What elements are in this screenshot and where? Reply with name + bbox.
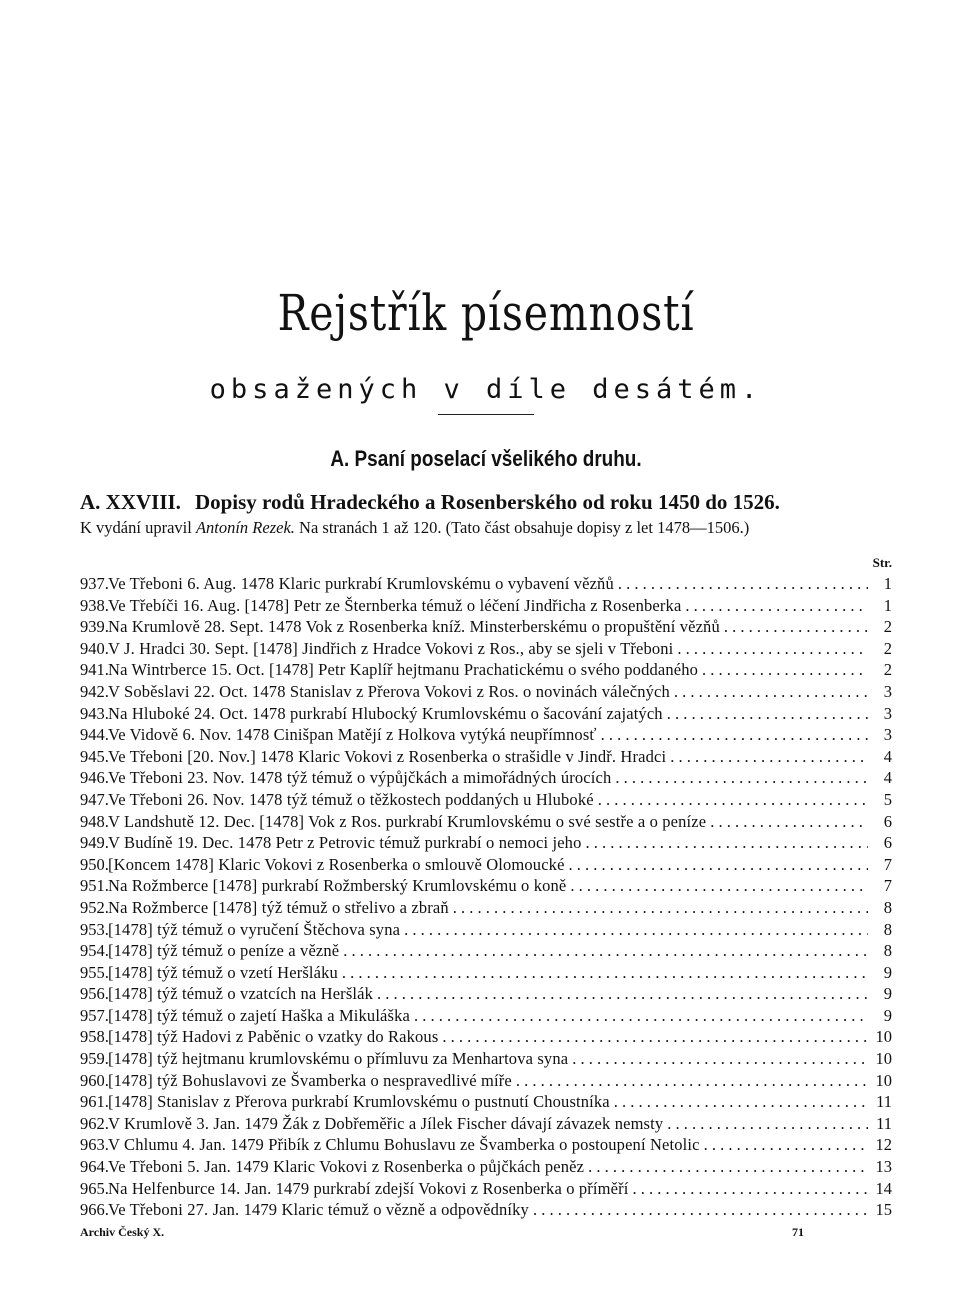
entry-number: 945.	[80, 746, 109, 766]
dot-leader	[681, 596, 868, 616]
dot-leader	[610, 1092, 868, 1112]
dot-leader	[338, 963, 868, 983]
entry-number: 938.	[80, 595, 109, 615]
document-page	[80, 0, 892, 1295]
entry-page: 3	[883, 725, 892, 745]
entry-page: 14	[875, 1178, 892, 1198]
entry-text: Ve Třeboni [20. Nov.] 1478 Klaric Vokovi z Rosenberka o strašidle v Jindř. Hradci	[108, 746, 667, 766]
list-item	[80, 1179, 892, 1201]
dot-leader	[568, 1049, 868, 1069]
entry-text: V Landshutě 12. Dec. [1478] Vok z Ros. purkrabí Krumlovskému o své sestře a o peníze	[108, 811, 707, 831]
page-title: Rejstřík písemností	[277, 284, 695, 342]
entry-text: [1478] týž témuž o vzatcích na Heršlák	[108, 984, 374, 1004]
entry-text: V Krumlově 3. Jan. 1479 Žák z Dobřeměřic a Jílek Fischer dávají závazek nemsty	[108, 1113, 664, 1133]
entry-page: 10	[875, 1049, 892, 1069]
entry-page: 2	[883, 660, 892, 680]
entry-page: 1	[883, 574, 892, 593]
list-item	[80, 747, 892, 769]
entry-text: V Chlumu 4. Jan. 1479 Přibík z Chlumu Bohuslavu ze Švamberka o postoupení Netolic	[108, 1135, 700, 1155]
entry-number: 960.	[80, 1070, 109, 1090]
entry-page: 1	[883, 595, 892, 615]
edition-prefix: K vydání upravil	[80, 518, 192, 537]
entry-text: Na Rožmberce [1478] týž témuž o střelivo a zbraň	[108, 897, 449, 917]
footer-source: Archiv Český X.	[80, 1225, 165, 1239]
list-item	[80, 768, 892, 790]
entry-number: 944.	[80, 725, 109, 745]
entry-number: 952.	[80, 897, 109, 917]
dot-leader	[373, 984, 868, 1004]
divider	[438, 414, 534, 415]
list-item	[80, 833, 892, 855]
entry-page: 12	[875, 1135, 892, 1155]
entry-page: 11	[876, 1113, 892, 1133]
entry-text: Na Wintrberce 15. Oct. [1478] Petr Kaplíř hejtmanu Prachatickému o svého poddaného	[108, 660, 699, 680]
series-number: A. XXVIII.	[80, 490, 181, 514]
edition-editor: Antonín Rezek.	[195, 518, 295, 537]
entry-page: 3	[883, 681, 892, 701]
dot-leader	[663, 1114, 868, 1134]
entry-text: [1478] týž Hadovi z Paběnic o vzatky do Rakous	[108, 1027, 439, 1047]
footer-page-number: 71	[792, 1225, 804, 1239]
entry-page: 7	[883, 876, 892, 896]
entry-text: Ve Třeboni 5. Jan. 1479 Klaric Vokovi z Rosenberka o půjčkách peněz	[108, 1157, 585, 1177]
entry-text: Na Rožmberce [1478] purkrabí Rožmberský Krumlovskému o koně	[108, 876, 567, 896]
list-item	[80, 596, 892, 618]
dot-leader	[594, 790, 868, 810]
dot-leader	[512, 1071, 868, 1091]
entry-text: Na Helfenburce 14. Jan. 1479 purkrabí zdejší Vokovi z Rosenberka o příměří	[108, 1178, 629, 1198]
entry-page: 10	[875, 1070, 892, 1090]
dot-leader	[628, 1179, 868, 1199]
entry-number: 951.	[80, 876, 109, 896]
entry-number: 939.	[80, 617, 109, 637]
dot-leader	[673, 639, 868, 659]
list-item	[80, 1157, 892, 1179]
entry-number: 954.	[80, 941, 109, 961]
list-item	[80, 941, 892, 963]
dot-leader	[698, 660, 868, 680]
entry-number: 964.	[80, 1157, 109, 1177]
entry-text: [1478] týž témuž o zajetí Haška a Mikuláška	[108, 1005, 410, 1025]
page-subtitle: obsažených v díle desátém.	[209, 374, 763, 405]
entry-text: Ve Třeboni 26. Nov. 1478 týž témuž o těžkostech poddaných u Hluboké	[108, 789, 594, 809]
series-heading	[80, 490, 892, 515]
edition-note	[80, 518, 892, 538]
dot-leader	[438, 1027, 868, 1047]
entry-page: 6	[883, 811, 892, 831]
list-item	[80, 876, 892, 898]
list-item	[80, 963, 892, 985]
entry-page: 7	[883, 854, 892, 874]
entry-text: Ve Vidově 6. Nov. 1478 Cinišpan Matějí z Holkova vytýká neupřímnosť	[108, 725, 597, 745]
entry-text: [1478] týž témuž o peníze a vězně	[108, 941, 340, 961]
dot-leader	[720, 617, 868, 637]
entry-page: 5	[883, 789, 892, 809]
entry-number: 948.	[80, 811, 109, 831]
entry-page: 8	[883, 941, 892, 961]
dot-leader	[706, 812, 868, 832]
entry-text: Na Hluboké 24. Oct. 1478 purkrabí Hlubocký Krumlovskému o šacování zajatých	[108, 703, 663, 723]
list-item	[80, 920, 892, 942]
entry-page: 8	[883, 919, 892, 939]
list-item	[80, 617, 892, 639]
list-item	[80, 704, 892, 726]
entry-text: Ve Třebíči 16. Aug. [1478] Petr ze Šternberka témuž o léčení Jindřicha z Rosenberka	[108, 595, 682, 615]
dot-leader	[597, 725, 868, 745]
list-item	[80, 855, 892, 877]
list-item	[80, 1049, 892, 1071]
entry-page: 6	[883, 833, 892, 853]
entry-text: Ve Třeboni 6. Aug. 1478 Klaric purkrabí Krumlovskému o vybavení vězňů	[108, 574, 614, 593]
list-item	[80, 1114, 892, 1136]
entry-page: 2	[883, 617, 892, 637]
list-item	[80, 984, 892, 1006]
dot-leader	[581, 833, 868, 853]
entry-text: Ve Třeboni 27. Jan. 1479 Klaric témuž o vězně a odpovědníky	[108, 1200, 529, 1220]
entry-page: 4	[883, 746, 892, 766]
entry-number: 940.	[80, 638, 109, 658]
entry-number: 966.	[80, 1200, 109, 1220]
list-item	[80, 1071, 892, 1093]
entry-number: 961.	[80, 1092, 109, 1112]
list-item	[80, 790, 892, 812]
entry-number: 955.	[80, 962, 109, 982]
entry-number: 942.	[80, 681, 109, 701]
dot-leader	[611, 768, 868, 788]
list-item	[80, 1092, 892, 1114]
list-item	[80, 1027, 892, 1049]
dot-leader	[663, 704, 868, 724]
entry-number: 963.	[80, 1135, 109, 1155]
dot-leader	[700, 1135, 868, 1155]
entry-page: 9	[883, 984, 892, 1004]
dot-leader	[400, 920, 868, 940]
entry-page: 3	[883, 703, 892, 723]
entry-text: [1478] týž Bohuslavovi ze Švamberka o nespravedlivé míře	[108, 1070, 512, 1090]
dot-leader	[529, 1200, 868, 1220]
entry-page: 8	[883, 897, 892, 917]
list-item	[80, 639, 892, 661]
dot-leader	[410, 1006, 868, 1026]
series-title: Dopisy rodů Hradeckého a Rosenberského od roku 1450 do 1526.	[194, 490, 780, 514]
entry-text: Ve Třeboni 23. Nov. 1478 týž témuž o výpůjčkách a mimořádných úrocích	[108, 768, 612, 788]
entry-number: 950.	[80, 854, 109, 874]
entry-number: 962.	[80, 1113, 109, 1133]
dot-leader	[339, 941, 868, 961]
page-column-label: Str.	[872, 555, 892, 570]
entry-text: V J. Hradci 30. Sept. [1478] Jindřich z Hradce Vokovi z Ros., aby se sjeli v Třeboni	[108, 638, 674, 658]
entry-number: 947.	[80, 789, 109, 809]
entry-number: 946.	[80, 768, 109, 788]
entry-text: [1478] týž hejtmanu krumlovskému o přímluvu za Menhartova syna	[108, 1049, 569, 1069]
entry-number: 957.	[80, 1005, 109, 1025]
entry-list	[80, 574, 892, 1222]
dot-leader	[666, 747, 868, 767]
entry-number: 937.	[80, 574, 109, 593]
entry-page: 15	[875, 1200, 892, 1220]
list-item	[80, 1200, 892, 1222]
entry-text: [1478] týž témuž o vyručení Štěchova syna	[108, 919, 401, 939]
entry-number: 953.	[80, 919, 109, 939]
entry-text: V Soběslavi 22. Oct. 1478 Stanislav z Přerova Vokovi z Ros. o novinách válečných	[108, 681, 670, 701]
list-item	[80, 1135, 892, 1157]
entry-page: 2	[883, 638, 892, 658]
entry-text: [1478] týž témuž o vzetí Heršláku	[108, 962, 338, 982]
entry-page: 13	[875, 1157, 892, 1177]
entry-page: 9	[883, 962, 892, 982]
entry-number: 941.	[80, 660, 109, 680]
entry-text: [1478] Stanislav z Přerova purkrabí Krumlovskému o pustnutí Choustníka	[108, 1092, 610, 1112]
entry-number: 959.	[80, 1049, 109, 1069]
entry-page: 11	[876, 1092, 892, 1112]
entry-number: 965.	[80, 1178, 109, 1198]
list-item	[80, 574, 892, 596]
entry-page: 9	[883, 1005, 892, 1025]
dot-leader	[614, 574, 868, 594]
dot-leader	[584, 1157, 868, 1177]
entry-text: V Budíně 19. Dec. 1478 Petr z Petrovic témuž purkrabí o nemoci jeho	[108, 833, 582, 853]
list-item	[80, 898, 892, 920]
list-item	[80, 682, 892, 704]
entry-number: 956.	[80, 984, 109, 1004]
edition-details: Na stranách 1 až 120. (Tato část obsahuje dopisy z let 1478—1506.)	[299, 518, 750, 537]
entry-page: 10	[875, 1027, 892, 1047]
entry-text: [Koncem 1478] Klaric Vokovi z Rosenberka o smlouvě Olomoucké	[108, 854, 565, 874]
entry-number: 958.	[80, 1027, 109, 1047]
list-item	[80, 1006, 892, 1028]
list-item	[80, 660, 892, 682]
dot-leader	[670, 682, 868, 702]
entry-text: Na Krumlově 28. Sept. 1478 Vok z Rosenberka kníž. Minsterberskému o propuštění vězňů	[108, 617, 720, 637]
entry-number: 949.	[80, 833, 109, 853]
list-item	[80, 812, 892, 834]
section-heading: A. Psaní poselací všelikého druhu.	[330, 446, 642, 471]
list-item	[80, 725, 892, 747]
entry-page: 4	[883, 768, 892, 788]
dot-leader	[565, 855, 868, 875]
dot-leader	[566, 876, 868, 896]
dot-leader	[449, 898, 868, 918]
entry-number: 943.	[80, 703, 109, 723]
